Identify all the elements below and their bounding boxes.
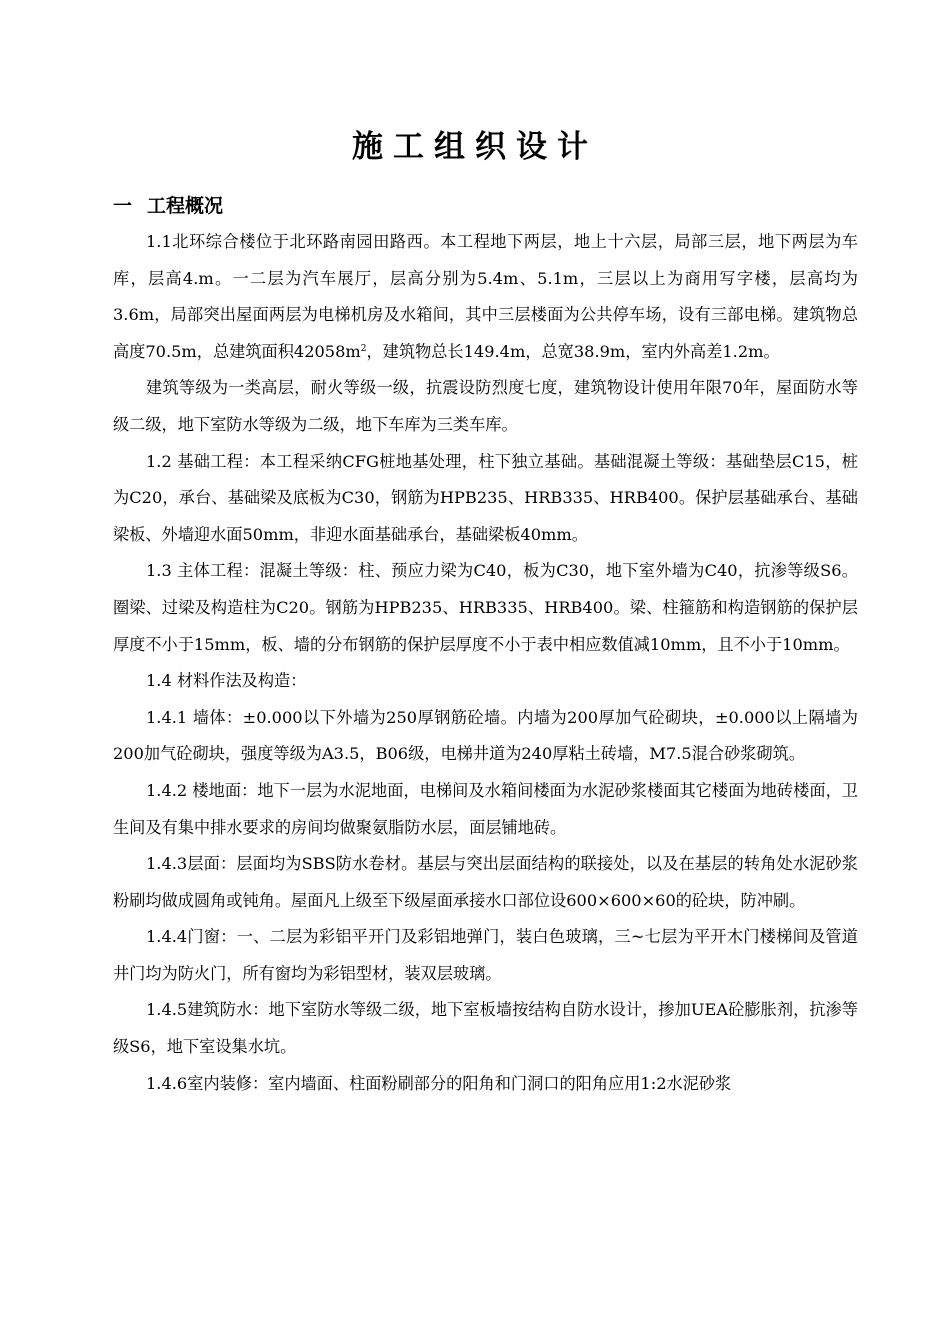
paragraph-building-grade: 建筑等级为一类高层，耐火等级一级，抗震设防烈度七度，建筑物设计使用年限70年，屋面防水等级二级，地下室防水等级为二级，地下车库为三类车库。 (113, 378, 858, 434)
paragraph-1-4-3: 1.4.3层面：层面均为SBS防水卷材。基层与突出层面结构的联接处，以及在基层的转角处水泥砂浆粉刷均做成圆角或钝角。屋面凡上级至下级屋面承接水口部位设600×600×60的砼块，防冲刷。 (113, 854, 858, 910)
paragraph-text: 1.1北环综合楼位于北环路南园田路西。本工程地下两层，地上十六层，局部三层，地下两层为车库，层高4.m。一二层为汽车展厅，层高分别为5.4m、5.1m，三层以上为商用写字楼，层高均为3.6m，局部突出屋面两层为电梯机房及水箱间，其中三层楼面为公共停车场，设有三部电梯。建筑物总高度70.5m，总建筑面积42058m (113, 232, 858, 361)
paragraph-1-4-5: 1.4.5建筑防水：地下室防水等级二级，地下室板墙按结构自防水设计，掺加UEA砼膨胀剂，抗渗等级S6，地下室设集水坑。 (113, 1000, 858, 1057)
paragraph-1-2: 1.2 基础工程：本工程采纳CFG桩地基处理，柱下独立基础。基础混凝土等级：基础垫层C15，桩为C20，承台、基础梁及底板为C30，钢筋为HPB235、HRB335、HRB400。保护层基础承台、基础梁板、外墙迎水面50mm，非迎水面基础承台，基础梁板40mm。 (113, 451, 858, 544)
document-body (113, 224, 858, 1102)
paragraph-1-4: 1.4 材料作法及构造： (146, 671, 307, 691)
paragraph-text-tail: ，建筑物总长149.4m，总宽38.9m，室内外高差1.2m。 (366, 341, 780, 361)
paragraph-1-4-6: 1.4.6室内装修：室内墙面、柱面粉刷部分的阳角和门洞口的阳角应用1:2水泥砂浆 (146, 1073, 732, 1093)
paragraph-1-3: 1.3 主体工程：混凝土等级：柱、预应力梁为C40，板为C30，地下室外墙为C40，抗渗等级S6。圈梁、过梁及构造柱为C20。钢筋为HPB235、HRB335、HRB400。梁、柱箍筋和构造钢筋的保护层厚度不小于15mm，板、墙的分布钢筋的保护层厚度不小于表中相应数值减10mm，且不小于10mm。 (113, 561, 858, 654)
paragraph-1-4-1: 1.4.1 墙体：±0.000以下外墙为250厚钢筋砼墙。内墙为200厚加气砼砌块，±0.000以上隔墙为200加气砼砌块，强度等级为A3.5，B06级，电梯井道为240厚粘土砖墙，M7.5混合砂浆砌筑。 (113, 707, 858, 764)
section-number: 一 (113, 195, 133, 217)
paragraph-1-1 (113, 224, 858, 370)
section-heading (113, 188, 223, 224)
section-title: 工程概况 (147, 195, 224, 217)
paragraph-1-4-4: 1.4.4门窗：一、二层为彩铝平开门及彩铝地弹门，装白色玻璃，三~七层为平开木门楼梯间及管道井门均为防火门，所有窗均为彩铝型材，装双层玻璃。 (113, 927, 858, 983)
paragraph-1-4-2: 1.4.2 楼地面：地下一层为水泥地面，电梯间及水箱间楼面为水泥砂浆楼面其它楼面为地砖楼面，卫生间及有集中排水要求的房间均做聚氨脂防水层，面层铺地砖。 (113, 780, 858, 837)
superscript-2: 2 (360, 343, 367, 354)
document-title: 施工组织设计 (352, 129, 598, 165)
